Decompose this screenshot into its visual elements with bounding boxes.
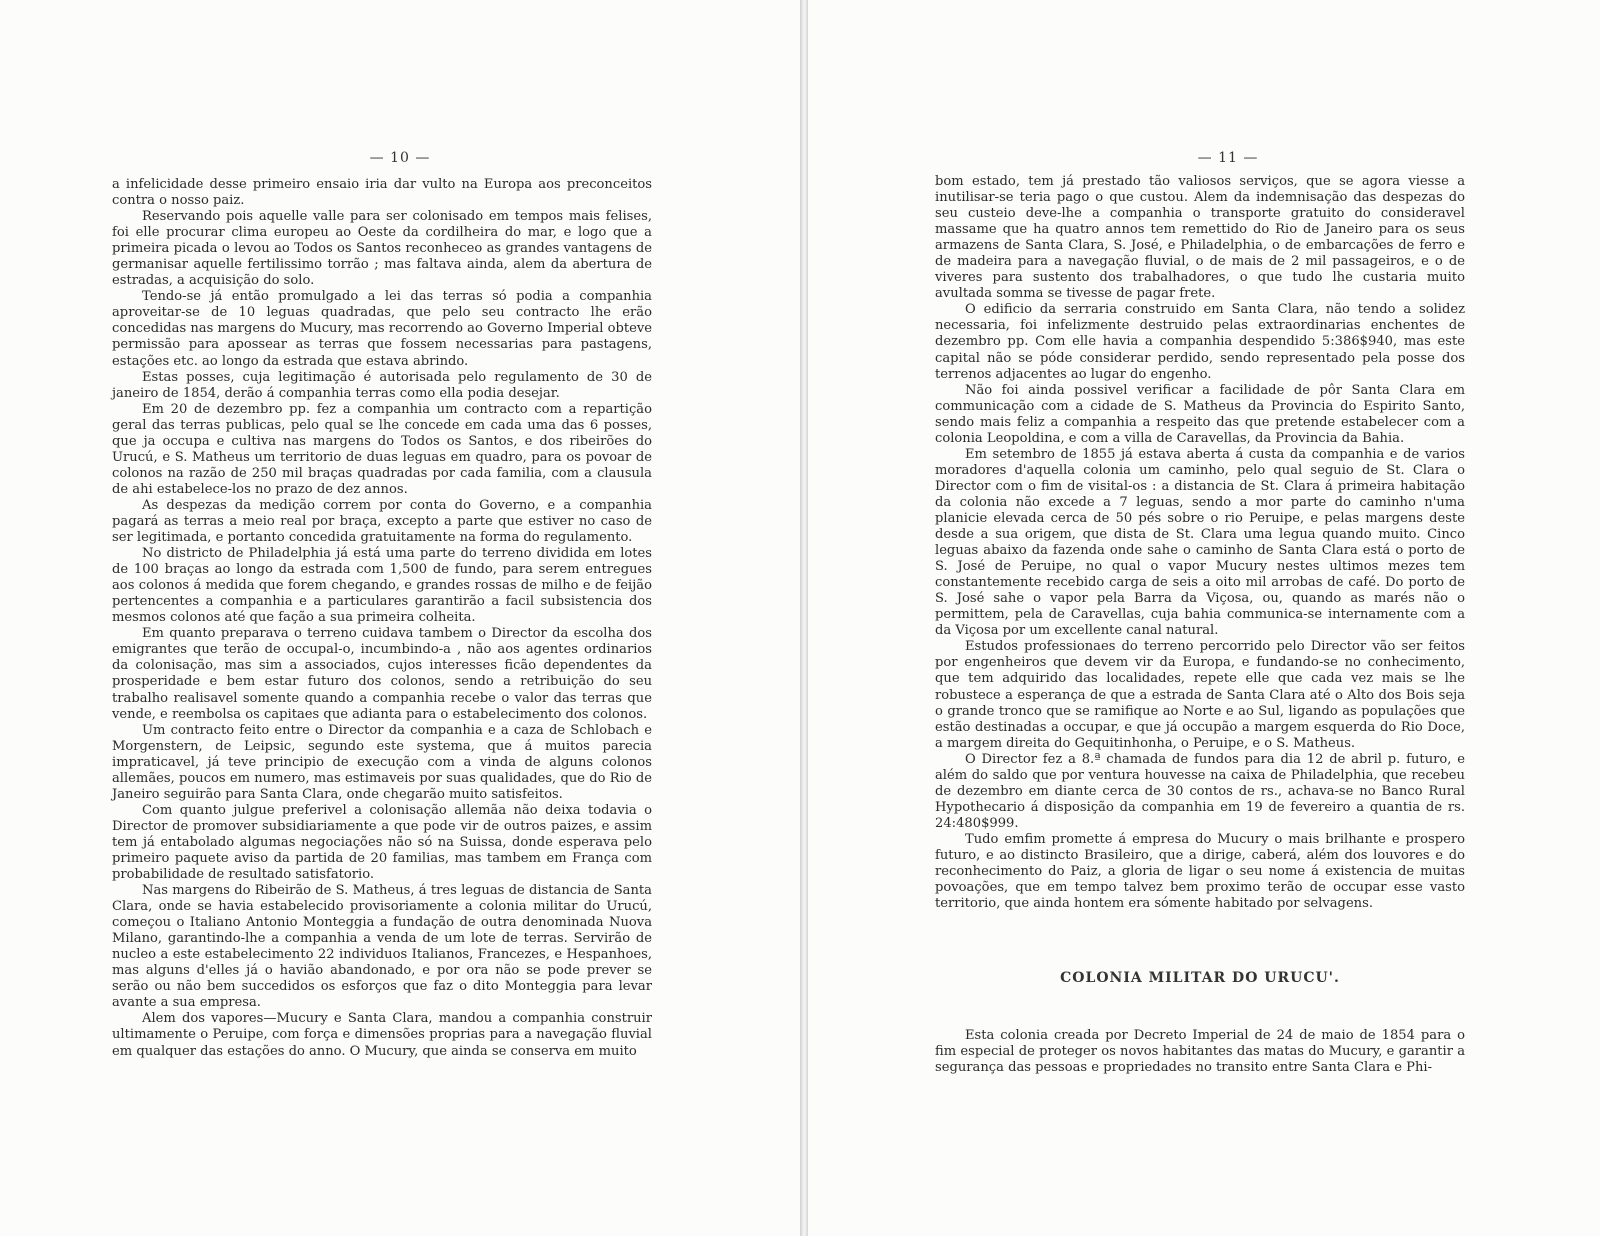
paragraph: Não foi ainda possivel verificar a facilidade de pôr Santa Clara em communicação com a cidade de S. Matheus da Provincia do Espirito Santo, sendo mais feliz a companhia a respeito das que pretende estabelecer com a colonia Leopoldina, e com a villa de Caravellas, da Provincia da Bahia. — [935, 382, 1465, 446]
left-body-text — [112, 177, 652, 1060]
paragraph: bom estado, tem já prestado tão valiosos serviços, que se agora viesse a inutilisar-se teria pago o que custou. Alem da indemnisação das despezas do seu custeio deve-lhe a companhia o transporte gratuito do consideravel massame que ha quatro annos tem remettido do Rio de Janeiro para os seus armazens de Santa Clara, S. José, e Philadelphia, o de embarcações de ferro e de madeira para a navegação fluvial, o de mais de 2 mil passageiros, e o de viveres para sustento dos trabalhadores, o que tudo lhe custaria muito avultada somma se tivesse de pagar frete. — [935, 174, 1465, 302]
right-page — [808, 0, 1600, 1236]
paragraph: Tudo emfim promette á empresa do Mucury o mais brilhante e prospero futuro, e ao distincto Brasileiro, que a dirige, caberá, além dos louvores e do reconhecimento do Paiz, a gloria de ligar o seu nome á existencia de muitas povoações, que em tempo talvez bem proximo terão de occupar esse vasto territorio, que ainda hontem era sómente habitado por selvagens. — [935, 831, 1465, 912]
paragraph: Em setembro de 1855 já estava aberta á custa da companhia e de varios moradores d'aquella colonia um caminho, pelo qual seguio de St. Clara o Director com o fim de visital-os : a distancia de St. Clara á primeira habitação da colonia não excede a 7 leguas, sendo a mor parte do caminho n'uma planicie elevada cerca de 50 pés sobre o rio Peruipe, e pelas margens deste desde a sua origem, que dista de St. Clara uma legua quando muito. Cinco leguas abaixo da fazenda onde sahe o caminho de Santa Clara está o porto de S. José de Peruipe, no qual o vapor Mucury nestes ultimos mezes tem constantemente recebido carga de seis a oito mil arrobas de café. Do porto de S. José sahe o vapor pela Barra da Viçosa, ou, quando as marés não o permittem, pela de Caravellas, cuja bahia communica-se internamente com a da Viçosa por um excellente canal natural. — [935, 446, 1465, 639]
paragraph: Esta colonia creada por Decreto Imperial de 24 de maio de 1854 para o fim especial de proteger os novos habitantes das matas do Mucury, e garantir a segurança das pessoas e propriedades no transito entre Santa Clara e Phi- — [935, 1028, 1465, 1076]
paragraph: No districto de Philadelphia já está uma parte do terreno dividida em lotes de 100 braças ao longo da estrada com 1,500 de fundo, para serem entregues aos colonos á medida que forem chegando, e grandes rossas de milho e de feijão pertencentes a companhia e a particulares garantirão a facil subsistencia dos mesmos colonos até que fação a sua primeira colheita. — [112, 546, 652, 626]
paragraph: O edificio da serraria construido em Santa Clara, não tendo a solidez necessaria, foi infelizmente destruido pelas extraordinarias enchentes de dezembro pp. Com elle havia a companhia despendido 5:386$940, mas este capital não se póde considerar perdido, sendo representado pela posse dos terrenos adjacentes ao lugar do engenho. — [935, 302, 1465, 382]
section-title: COLONIA MILITAR DO URUCU'. — [1060, 970, 1340, 986]
section-body-text — [935, 1028, 1465, 1076]
paragraph: Em quanto preparava o terreno cuidava tambem o Director da escolha dos emigrantes que terão de occupal-o, incumbindo-a , não aos agentes ordinarios da colonisação, mas sim a associados, cujos interesses ficão dependentes da prosperidade e bem estar futuro dos colonos, sendo a retribuição do seu trabalho realisavel somente quando a companhia recebe o valor das terras que vende, e reembolsa os capitaes que adianta para o estabelecimento dos colonos. — [112, 626, 652, 722]
paragraph: Alem dos vapores—Mucury e Santa Clara, mandou a companhia construir ultimamente o Peruipe, com força e dimensões proprias para a navegação fluvial em qualquer das estações do anno. O Mucury, que ainda se conserva em muito — [112, 1011, 652, 1059]
page-number: — 10 — — [369, 150, 431, 166]
paragraph: Com quanto julgue preferivel a colonisação allemãa não deixa todavia o Director de promover subsidiariamente a que pode vir de outros paizes, e assim tem já entabolado algumas negociações não só na Suissa, donde esperava pelo primeiro paquete aviso da partida de 20 familias, mas tambem em França com probabilidade de resultado satisfatorio. — [112, 802, 652, 883]
paragraph: Um contracto feito entre o Director da companhia e a caza de Schlobach e Morgenstern, de Leipsic, segundo este systema, que á muitos parecia impraticavel, já teve principio de execução com a vinda de alguns colonos allemães, poucos em numero, mas estimaveis por suas qualidades, que do Rio de Janeiro seguirão para Santa Clara, onde chegarão muito satisfeitos. — [112, 722, 652, 802]
paragraph: Reservando pois aquelle valle para ser colonisado em tempos mais felises, foi elle procurar clima europeu ao Oeste da cordilheira do mar, e logo que a primeira picada o levou ao Todos os Santos reconheceo as grandes vantagens de germanisar aquelle fertilissimo torrão ; mas faltava ainda, alem da abertura de estradas, a acquisição do solo. — [112, 209, 652, 289]
paragraph: Estas posses, cuja legitimação é autorisada pelo regulamento de 30 de janeiro de 1854, derão á companhia terras como ella podia desejar. — [112, 369, 652, 401]
book-gutter — [800, 0, 808, 1236]
paragraph: Estudos professionaes do terreno percorrido pelo Director vão ser feitos por engenheiros que devem vir da Europa, e fundando-se no conhecimento, que tem adquirido das localidades, repete elle que cada vez mais se lhe robustece a esperança de que a estrada de Santa Clara até o Alto dos Bois seja o grande tronco que se ramifique ao Norte e ao Sul, ligando as populações que estão destinadas a occupar, e que já occupão a margem esquerda do Rio Doce, a margem direita do Gequitinhonha, o Peruipe, e o S. Matheus. — [935, 639, 1465, 751]
paragraph: Em 20 de dezembro pp. fez a companhia um contracto com a repartição geral das terras publicas, pelo qual se lhe concede em cada uma das 6 posses, que ja occupa e cultiva nas margens do Todos os Santos, e dos ribeirões do Urucú, e S. Matheus um territorio de duas leguas em quadro, para os povoar de colonos na razão de 250 mil braças quadradas por cada familia, com a clausula de ahi estabelece-los no prazo de dez annos. — [112, 401, 652, 497]
paragraph: a infelicidade desse primeiro ensaio iria dar vulto na Europa aos preconceitos contra o nosso paiz. — [112, 177, 652, 209]
paragraph: O Director fez a 8.ª chamada de fundos para dia 12 de abril p. futuro, e além do saldo que por ventura houvesse na caixa de Philadelphia, que recebeu de dezembro em diante cerca de 30 contos de rs., achava-se no Banco Rural Hypothecario á disposição da companhia em 19 de fevereiro a quantia de rs. 24:480$999. — [935, 751, 1465, 831]
paragraph: As despezas da medição correm por conta do Governo, e a companhia pagará as terras a meio real por braça, excepto a parte que estiver no caso de ser legitimada, e portanto concedida gratuitamente na forma do regulamento. — [112, 497, 652, 546]
paragraph: Tendo-se já então promulgado a lei das terras só podia a companhia aproveitar-se de 10 leguas quadradas, que pelo seu contracto lhe erão concedidas nas margens do Mucury, mas recorrendo ao Governo Imperial obteve permissão para apossear as terras que fossem necessarias para pastagens, estações etc. ao longo da estrada que estava abrindo. — [112, 289, 652, 369]
page-number: — 11 — — [1197, 150, 1259, 166]
right-body-text — [935, 174, 1465, 912]
paragraph: Nas margens do Ribeirão de S. Matheus, á tres leguas de distancia de Santa Clara, onde se havia estabelecido provisoriamente a colonia militar do Urucú, começou o Italiano Antonio Monteggia a fundação de outra denominada Nuova Milano, garantindo-lhe a companhia a venda de um lote de terras. Servirão de nucleo a este estabelecimento 22 individuos Italianos, Francezes, e Hespanhoes, mas alguns d'elles já o havião abandonado, e por ora não se pode prever se serão ou não bem succedidos os esforços que faz o dito Monteggia para levar avante a sua empresa. — [112, 883, 652, 1011]
